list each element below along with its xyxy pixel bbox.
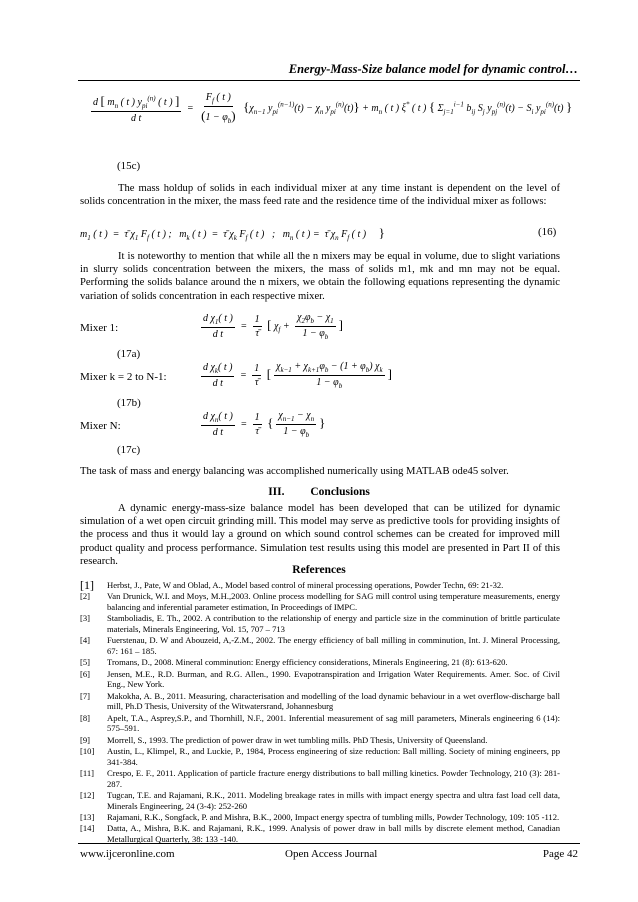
- reference-text: Datta, A., Mishra, B.K. and Rajamani, R.K., 1999. Analysis of power draw in ball mills by discrete element method, Canadian Metallurgical Quarterly, 38: 133 -140.: [107, 823, 560, 845]
- reference-number: [1]: [80, 578, 94, 592]
- reference-number: [9]: [80, 734, 91, 745]
- mixer-n-label: Mixer N:: [80, 420, 121, 432]
- reference-item: [80, 591, 560, 612]
- reference-number: [3]: [80, 613, 91, 624]
- mixer-k-label: Mixer k = 2 to N-1:: [80, 371, 167, 383]
- equation-15c-label: (15c): [117, 160, 141, 172]
- reference-item: [80, 746, 560, 767]
- reference-text: Fuerstenau, D. W and Abouzeid, A,-Z.M., 2002. The energy efficiency of ball milling in comminution, Int. J. Mineral Processing, 67: 161 – 185.: [107, 635, 560, 656]
- footer-rule: [78, 843, 580, 844]
- reference-number: [7]: [80, 690, 91, 701]
- reference-number: [13]: [80, 812, 95, 823]
- reference-number: [14]: [80, 823, 95, 834]
- reference-text: Rajamani, R.K., Songfack, P. and Mishra, B.K., 2000, Impact energy spectra of tumbling mills, Powder Technology, 109: 105 -112.: [107, 812, 560, 823]
- running-header: Energy-Mass-Size balance model for dynamic control…: [288, 62, 578, 76]
- reference-text: Tromans, D., 2008. Mineral comminution: Energy efficiency considerations, Minerals Engineering, 21 (8): 613-620.: [107, 657, 508, 668]
- reference-number: [12]: [80, 790, 95, 801]
- reference-item: [80, 657, 560, 668]
- reference-item: [80, 691, 560, 712]
- mixer-1-label: Mixer 1:: [80, 322, 119, 334]
- references-heading: References: [292, 564, 346, 576]
- equation-16-number: (16): [538, 226, 557, 238]
- reference-number: [8]: [80, 712, 91, 723]
- reference-item: [80, 635, 560, 656]
- reference-text: Stamboliadis, E. Th., 2002. A contribution to the relationship of energy and particle size in the comminution of brittle particulate materials, Minerals Engineering, Vol. 15, 707 – 713: [107, 613, 560, 634]
- equation-17c: $\frac{d \chi_n( t )}{\text{d t}}$ = $\frac{1}{\taū}$ { $\frac{\chi_{n-1} - \chi_n}{1 - \varphi_b}$ }: [203, 410, 326, 439]
- references-list: [80, 580, 560, 845]
- reference-number: [2]: [80, 591, 91, 602]
- reference-item: [80, 812, 560, 823]
- reference-text: Jensen, M.E., R.D. Burman, and R.G. Allen., 1990. Evapotranspiration and Irrigation Water Requirements. Amer. Soc. of Civil Eng., New York.: [107, 668, 560, 690]
- equation-15c: $\frac{d [ m_n ( t ) y_{pi}^{(n)} ( t ) ]}{\text{d t}}$ = $\frac{F_f ( t )}{(1 - \varphi_b)}$ {$\chi_{n-1}$ $y_{pi}^{(n-1)}(t) - \chi_n$ $y_{pi}^{(n)}(t)\} + m_n$ ( t ) ξ* ( t ) { $\Sigma_{j=1}^{i-1}$ $b_{ij}$ $S_j$ $y_{pj}^{(n)}(t) - S_i$ $y_{pi}^{(n)}(t)$ }: [93, 92, 573, 125]
- reference-number: [10]: [80, 746, 95, 757]
- reference-number: [11]: [80, 768, 94, 779]
- footer-site: www.ijceronline.com: [80, 848, 175, 860]
- section-number: III.: [268, 486, 285, 498]
- reference-text: Crespo, E. F., 2011. Application of particle fracture energy distributions to ball milling kinetics. Powder Technology, 210 (3): 281-287.: [107, 768, 560, 789]
- footer-journal: Open Access Journal: [285, 848, 378, 860]
- reference-number: [4]: [80, 635, 91, 646]
- equation-16: $m_1$ ( t ) = τ̄ $\chi_1$ $F_f$ ( t ) ; $m_k$ ( t ) = τ̄ $\chi_k$ $F_f$ ( t ) ; $m_n$ ( t ) = τ̄ $\chi_n$ $F_f$ ( t ) }: [80, 225, 385, 242]
- reference-item: [80, 790, 560, 811]
- footer-page: Page 42: [542, 848, 578, 860]
- reference-text: Apelt, T.A., Asprey,S.P., and Thornhill, N.F., 2001. Inferential measurement of sag mill parameters, Minerals engineering 6 (14): 575–591.: [107, 712, 560, 734]
- reference-number: [5]: [80, 657, 91, 668]
- reference-item: [80, 669, 560, 690]
- equation-17a: $\frac{d \chi_1( t )}{\text{d t}}$ = $\frac{1}{\taū}$ [ $\chi_f$ + $\frac{\chi_2\varphi_b - \chi_1}{1 - \varphi_b}$ ]: [203, 312, 344, 341]
- section-title: Conclusions: [310, 486, 370, 498]
- reference-item: [80, 613, 560, 634]
- equation-17a-label: (17a): [117, 348, 141, 360]
- paragraph-conclusions: A dynamic energy-mass-size balance model has been developed that can be utilized for dynamic simulation of a wet open circuit grinding mill. This model may serve as predictive tools for providing insights of the process and thus it would lay a ground on which sound control schemes can be created for improved mill product quality and process performance. Simulation test results using this model are presented in Part II of this research.: [80, 503, 560, 567]
- equation-17b: $\frac{d \chi_k( t )}{\text{d t}}$ = $\frac{1}{\taū}$ [ $\frac{\chi_{k-1} + \chi_{k+1}\varphi_b - (1 + \varphi_b) \chi_k}{1 - \varphi_b}$ ]: [203, 361, 392, 390]
- reference-text: Austin, L., Klimpel, R., and Luckie, P., 1984, Process engineering of size reduction: Ball milling. Society of mining engineers, pp 341-384.: [107, 746, 560, 767]
- header-rule: [78, 80, 580, 81]
- equation-17c-label: (17c): [117, 444, 141, 456]
- reference-text: Van Drunick, W.I. and Moys, M.H.,2003. Online process modelling for SAG mill control using temperature measurements, energy balancing and inferential parameter estimation, In Proceedings of IMPC.: [107, 591, 560, 612]
- reference-item: [80, 713, 560, 734]
- equation-17b-label: (17b): [117, 397, 141, 409]
- reference-item: [80, 823, 560, 844]
- paragraph-matlab: The task of mass and energy balancing was accomplished numerically using MATLAB ode45 solver.: [80, 466, 509, 477]
- reference-text: Makokha, A. B., 2011. Measuring, characterisation and modelling of the load dynamic behaviour in a wet overflow-discharge ball mill, Ph.D Thesis, University of the Witwatersrand, Johannesburg: [107, 690, 560, 712]
- reference-text: Herbst, J., Pate, W and Oblad, A., Model based control of mineral processing operations, Powder Techn, 69: 21-32.: [107, 580, 504, 590]
- reference-item: [80, 735, 560, 746]
- section-heading-conclusions: [0, 486, 638, 498]
- reference-item: [80, 768, 560, 789]
- paragraph-holdup: The mass holdup of solids in each individual mixer at any time instant is dependent on the level of solids concentration in the mixer, the mass feed rate and the residence time of the individual mixer as follows:: [80, 183, 560, 208]
- reference-number: [6]: [80, 668, 91, 679]
- paragraph-mixers: It is noteworthy to mention that while all the n mixers may be equal in volume, due to slight variations in slurry solids concentration between the mixers, the mass of solids m1, mk and mn may not be equal. Performing the solids balance around the n mixers, we obtain the following equations representing the dynamic variation of solids concentration in each respective mixer.: [80, 251, 560, 302]
- reference-text: Morrell, S., 1993. The prediction of power draw in wet tumbling mills. PhD Thesis, University of Queensland.: [107, 734, 488, 745]
- reference-item: [80, 580, 560, 591]
- reference-text: Tugcan, T.E. and Rajamani, R.K., 2011. Modeling breakage rates in mills with impact energy spectra and ultra fast load cell data, Minerals Engineering, 24 (3-4): 252-260: [107, 790, 560, 811]
